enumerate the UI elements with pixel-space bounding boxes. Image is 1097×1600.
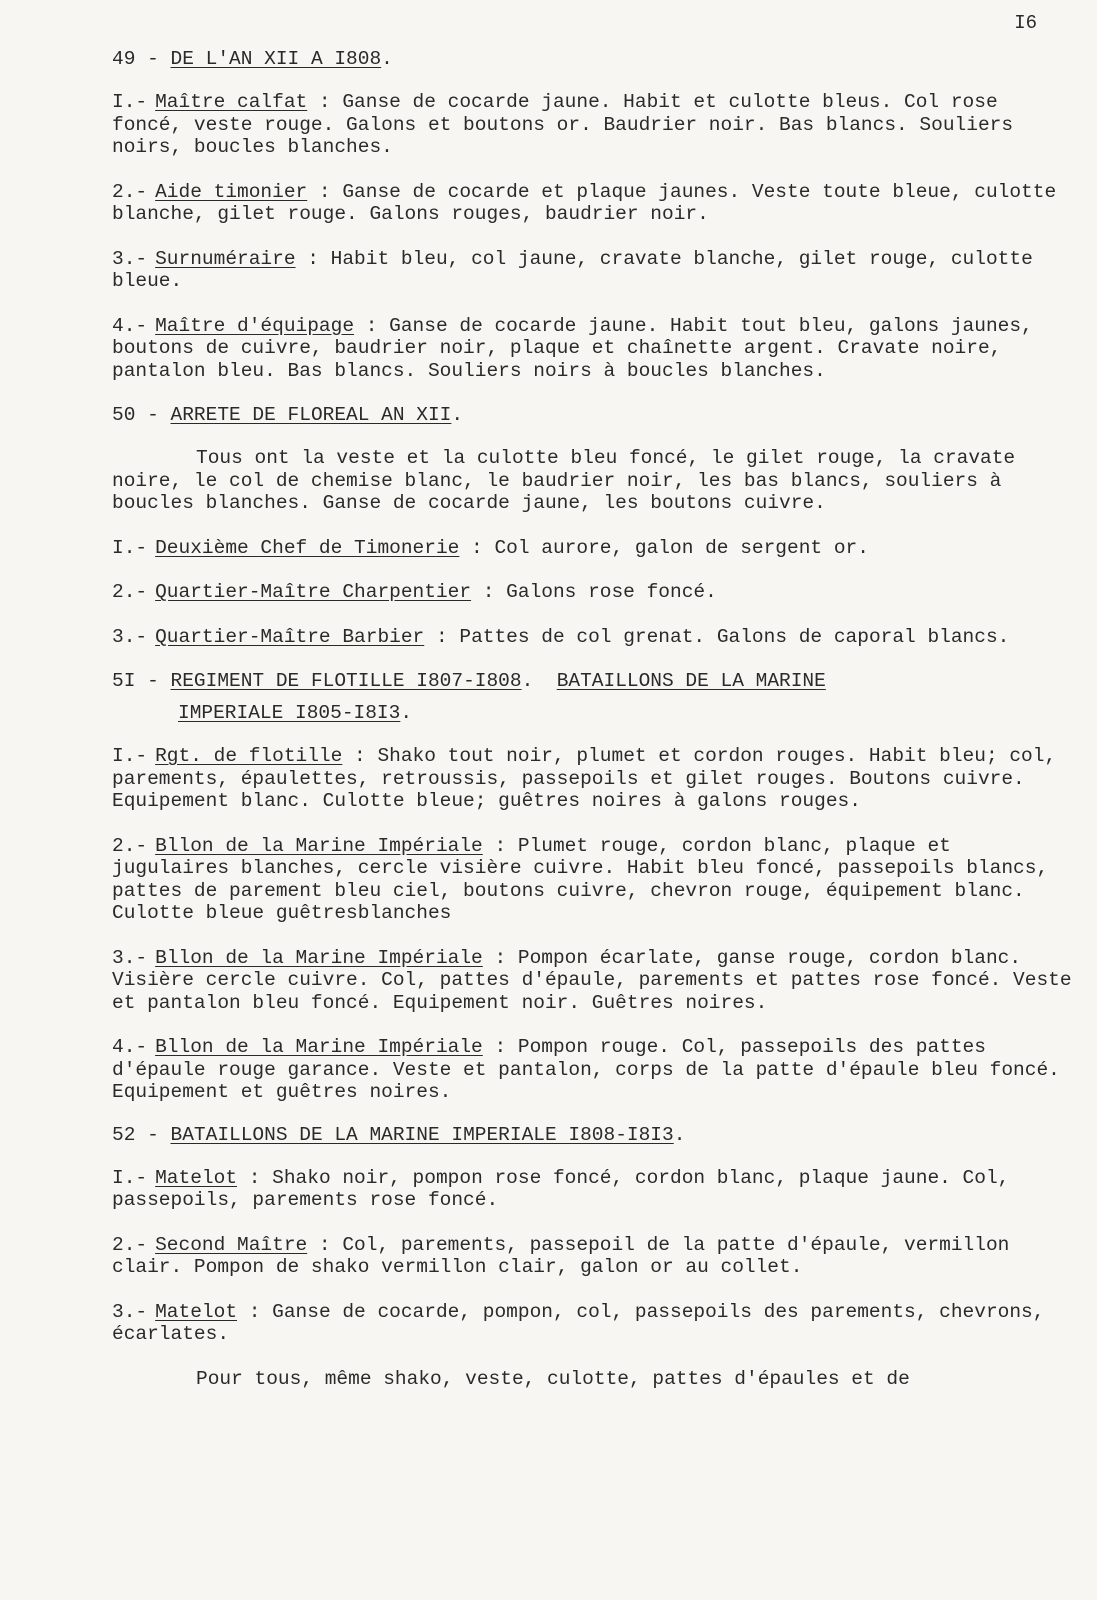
- item-number: I.-: [112, 536, 148, 559]
- item-text: : Habit bleu, col jaune, cravate blanche, gilet rouge, culotte bleue.: [112, 247, 1033, 292]
- item-number: 4.-: [112, 1036, 148, 1058]
- item-text: : Col aurore, galon de sergent or.: [459, 536, 869, 559]
- item-text: : Pompon rouge. Col, passepoils des pattes d'épaule rouge garance. Veste et pantalon, corps de la patte d'épaule bleu foncé. Equipement et guêtres noires.: [112, 1036, 1060, 1103]
- page-number: I6: [1014, 12, 1037, 34]
- list-item: [112, 537, 1072, 560]
- item-text: : Pattes de col grenat. Galons de caporal blancs.: [424, 625, 1010, 648]
- item-term: Maître d'équipage: [155, 314, 355, 337]
- item-number: I.-: [112, 1166, 148, 1189]
- item-text: : Pompon écarlate, ganse rouge, cordon blanc. Visière cercle cuivre. Col, pattes d'épaule, parements et pattes rose foncé. Veste et pantalon bleu foncé. Equipement noir. Guêtres noires.: [112, 946, 1072, 1014]
- section-title-part: BATAILLONS DE LA MARINE: [556, 670, 826, 692]
- list-item: [112, 1234, 1072, 1279]
- section-title: BATAILLONS DE LA MARINE IMPERIALE I808-I8I3: [170, 1123, 674, 1146]
- list-item: [112, 581, 1072, 604]
- list-item: [112, 248, 1072, 293]
- item-term: Deuxième Chef de Timonerie: [155, 536, 460, 559]
- section-number: 49 -: [112, 48, 159, 70]
- section-title: DE L'AN XII A I808: [170, 48, 382, 70]
- list-item: [112, 626, 1072, 649]
- section-heading-50: 50 - ARRETE DE FLOREAL AN XII.: [112, 404, 464, 426]
- item-term: Quartier-Maître Barbier: [155, 625, 425, 648]
- list-item: [112, 947, 1072, 1015]
- item-term: Surnuméraire: [155, 247, 296, 270]
- list-item: [112, 91, 1072, 159]
- item-number: 2.-: [112, 1233, 148, 1256]
- section-heading-51: 5I - REGIMENT DE FLOTILLE I807-I808. BATAILLONS DE LA MARINE IMPERIALE I805-I8I3.: [112, 670, 826, 724]
- item-text: : Shako noir, pompon rose foncé, cordon blanc, plaque jaune. Col, passepoils, parements rose foncé.: [112, 1166, 1010, 1211]
- item-term: Bllon de la Marine Impériale: [155, 834, 483, 857]
- item-term: Second Maître: [155, 1233, 308, 1256]
- item-term: Matelot: [155, 1300, 238, 1323]
- section-title: ARRETE DE FLOREAL AN XII: [170, 404, 452, 426]
- item-number: 4.-: [112, 314, 148, 337]
- list-item: [112, 1167, 1072, 1212]
- list-item: [112, 745, 1072, 813]
- item-text: : Plumet rouge, cordon blanc, plaque et jugulaires blanches, cercle visière cuivre. Habit bleu foncé, passepoils blancs, pattes de parement bleu ciel, boutons cuivre, chevron rouge, équipement blanc. Culotte bleue guêtresblanches: [112, 834, 1049, 924]
- section-heading-49: 49 - DE L'AN XII A I808.: [112, 48, 393, 70]
- item-text: : Ganse de cocarde, pompon, col, passepoils des parements, chevrons, écarlates.: [112, 1300, 1045, 1345]
- item-term: Bllon de la Marine Impériale: [155, 946, 483, 969]
- item-number: 3.-: [112, 625, 148, 648]
- item-number: 2.-: [112, 180, 148, 203]
- item-term: Quartier-Maître Charpentier: [155, 581, 472, 603]
- list-item: [112, 1301, 1072, 1346]
- document-body: [112, 48, 1072, 1412]
- item-number: 2.-: [112, 581, 148, 603]
- section-intro: Tous ont la veste et la culotte bleu foncé, le gilet rouge, la cravate noire, le col de chemise blanc, le baudrier noir, les bas blancs, souliers à boucles blanches. Ganse de cocarde jaune, les boutons cuivre.: [112, 447, 1016, 514]
- item-term: Rgt. de flotille: [155, 745, 343, 767]
- list-item: [112, 1036, 1072, 1104]
- item-number: I.-: [112, 745, 148, 767]
- section-title: REGIMENT DE FLOTILLE I807-I808: [170, 670, 522, 692]
- item-term: Maître calfat: [155, 91, 308, 113]
- list-item: [112, 315, 1072, 383]
- item-term: Bllon de la Marine Impériale: [155, 1036, 483, 1058]
- item-text: : Col, parements, passepoil de la patte d'épaule, vermillon clair. Pompon de shako vermillon clair, galon or au collet.: [112, 1233, 1010, 1278]
- item-text: : Ganse de cocarde et plaque jaunes. Veste toute bleue, culotte blanche, gilet rouge. Galons rouges, baudrier noir.: [112, 180, 1057, 225]
- list-item: [112, 835, 1072, 925]
- item-number: 3.-: [112, 1300, 148, 1323]
- section-heading-52: 52 - BATAILLONS DE LA MARINE IMPERIALE I808-I8I3.: [112, 1123, 686, 1146]
- section-number: 52 -: [112, 1123, 159, 1146]
- item-number: 3.-: [112, 946, 148, 969]
- section-title-part: IMPERIALE I805-I8I3: [178, 702, 401, 724]
- item-term: Matelot: [155, 1166, 238, 1189]
- item-number: I.-: [112, 91, 148, 113]
- item-text: : Galons rose foncé.: [471, 581, 717, 603]
- section-number: 5I -: [112, 670, 159, 692]
- item-text: : Shako tout noir, plumet et cordon rouges. Habit bleu; col, parements, épaulettes, retroussis, passepoils et gilet rouges. Boutons cuivre. Equipement blanc. Culotte bleue; guêtres noires à galons rouges.: [112, 745, 1057, 812]
- item-term: Aide timonier: [155, 180, 308, 203]
- item-text: : Ganse de cocarde jaune. Habit tout bleu, galons jaunes, boutons de cuivre, baudrier noir, plaque et chaînette argent. Cravate noire, pantalon bleu. Bas blancs. Souliers noirs à boucles blanches.: [112, 314, 1033, 382]
- section-number: 50 -: [112, 404, 159, 426]
- item-number: 3.-: [112, 247, 148, 270]
- item-number: 2.-: [112, 834, 148, 857]
- closing-paragraph: Pour tous, même shako, veste, culotte, pattes d'épaules et de: [196, 1367, 910, 1390]
- list-item: [112, 181, 1072, 226]
- item-text: : Ganse de cocarde jaune. Habit et culotte bleus. Col rose foncé, veste rouge. Galons et boutons or. Baudrier noir. Bas blancs. Souliers noirs, boucles blanches.: [112, 91, 1014, 158]
